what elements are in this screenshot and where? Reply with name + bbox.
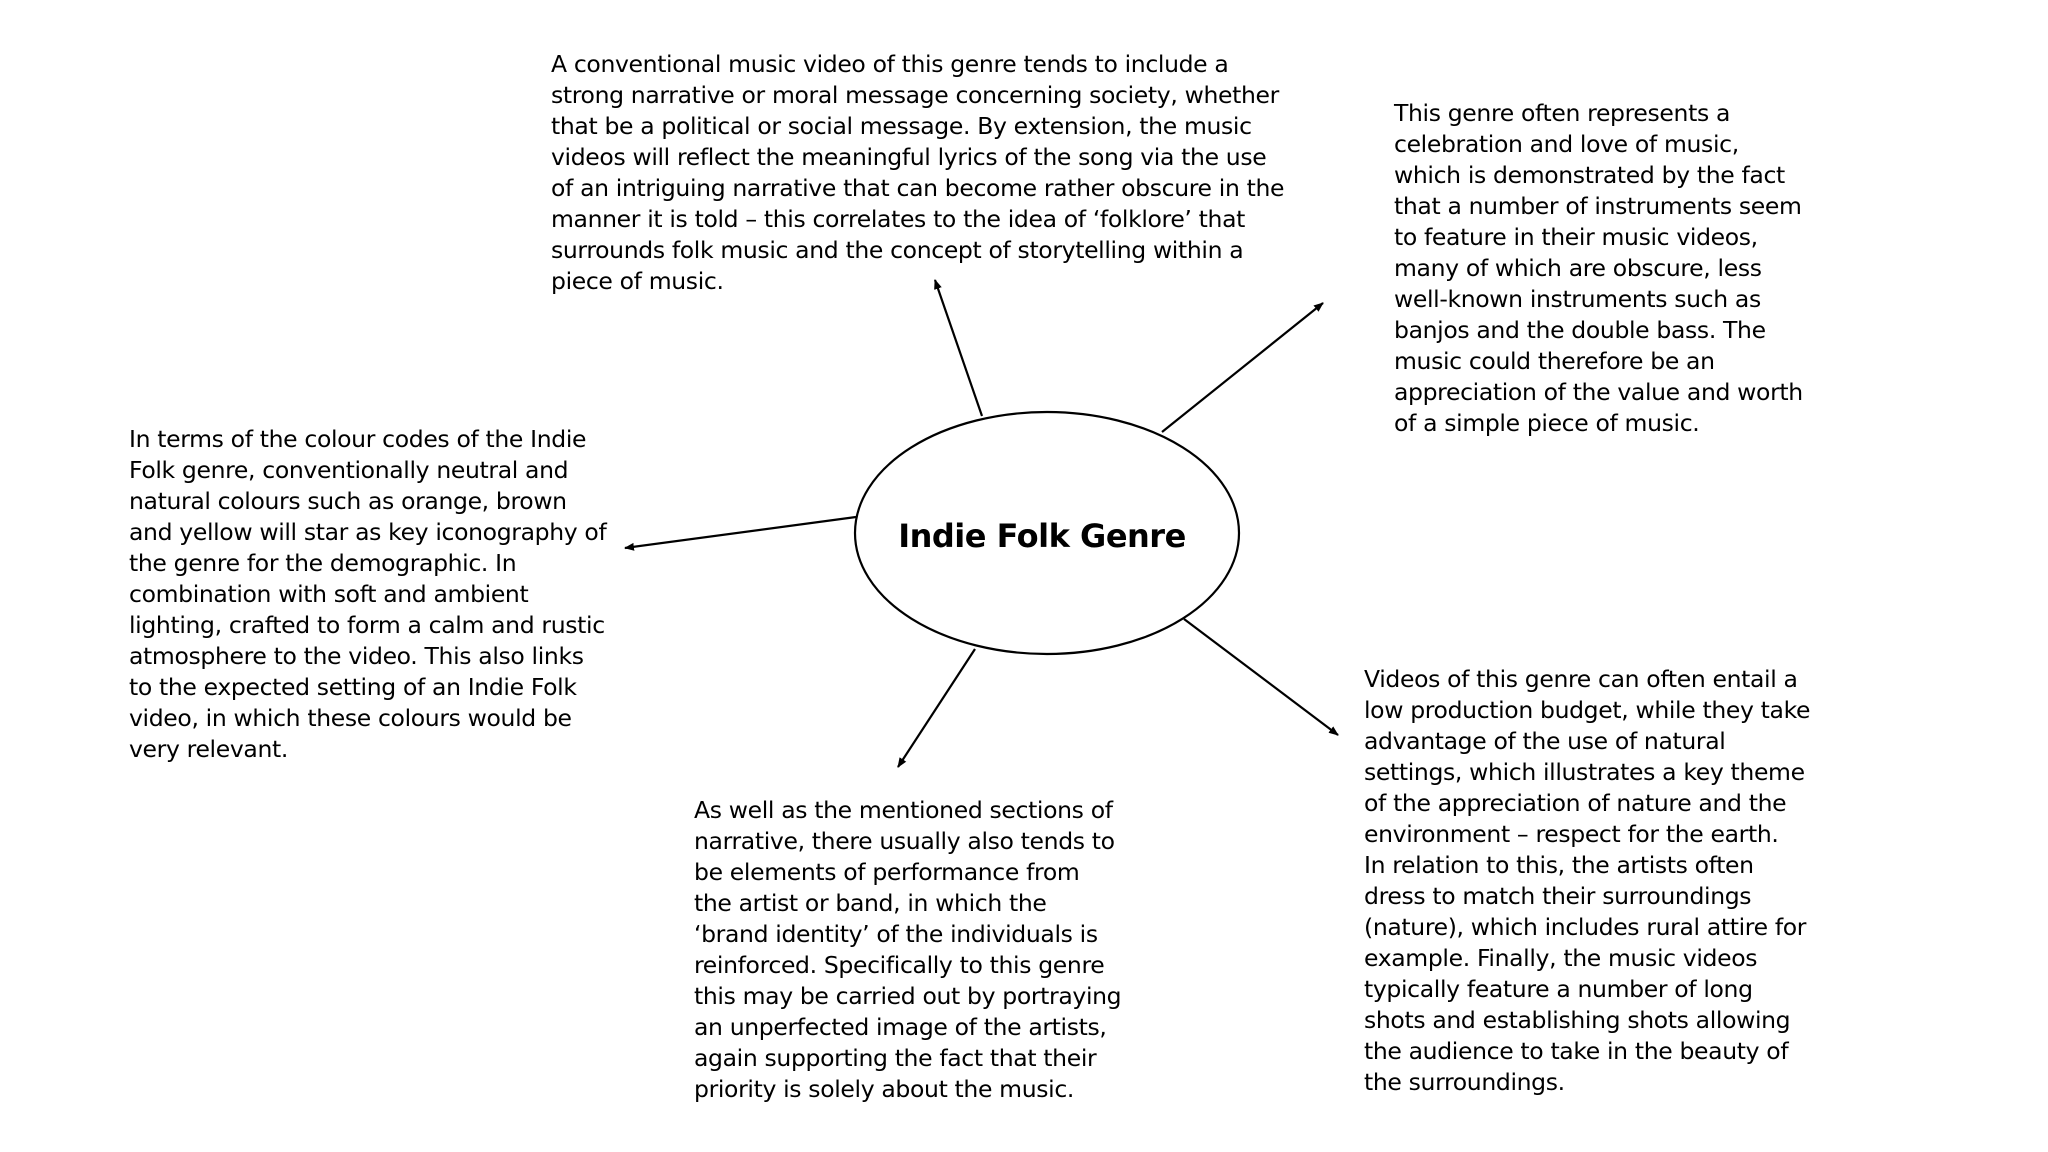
- text-line: advantage of the use of natural: [1364, 727, 1726, 755]
- text-line: video, in which these colours would be: [129, 704, 572, 732]
- text-line: music could therefore be an: [1394, 347, 1715, 375]
- text-line: again supporting the fact that their: [694, 1044, 1097, 1072]
- text-line: priority is solely about the music.: [694, 1075, 1075, 1103]
- text-box-left: [129, 424, 607, 765]
- arrow-to-left-box: [625, 517, 856, 548]
- arrow-to-bottom-box: [898, 649, 975, 767]
- text-line: to feature in their music videos,: [1394, 223, 1758, 251]
- text-line: well-known instruments such as: [1394, 285, 1761, 313]
- text-line: narrative, there usually also tends to: [694, 827, 1115, 855]
- arrow-to-right-box: [1162, 303, 1323, 432]
- text-line: many of which are obscure, less: [1394, 254, 1762, 282]
- text-line: settings, which illustrates a key theme: [1364, 758, 1805, 786]
- text-line: an unperfected image of the artists,: [694, 1013, 1107, 1041]
- text-line: atmosphere to the video. This also links: [129, 642, 584, 670]
- text-line: combination with soft and ambient: [129, 580, 529, 608]
- text-line: ‘brand identity’ of the individuals is: [694, 920, 1098, 948]
- text-line: this may be carried out by portraying: [694, 982, 1122, 1010]
- text-line: to the expected setting of an Indie Folk: [129, 673, 577, 701]
- text-line: strong narrative or moral message concerning society, whether: [551, 81, 1279, 109]
- center-node-label: Indie Folk Genre: [898, 517, 1186, 555]
- text-line: the surroundings.: [1364, 1068, 1565, 1096]
- text-line: surrounds folk music and the concept of storytelling within a: [551, 236, 1244, 264]
- arrow-to-bottom-right-box: [1184, 619, 1338, 735]
- text-line: shots and establishing shots allowing: [1364, 1006, 1791, 1034]
- text-line: example. Finally, the music videos: [1364, 944, 1758, 972]
- text-line: be elements of performance from: [694, 858, 1080, 886]
- text-line: that be a political or social message. By extension, the music: [551, 112, 1252, 140]
- text-line: which is demonstrated by the fact: [1394, 161, 1785, 189]
- text-line: the audience to take in the beauty of: [1364, 1037, 1789, 1065]
- text-box-right: [1394, 98, 1824, 439]
- text-line: manner it is told – this correlates to the idea of ‘folklore’ that: [551, 205, 1245, 233]
- text-line: piece of music.: [551, 267, 724, 295]
- text-line: very relevant.: [129, 735, 288, 763]
- text-line: banjos and the double bass. The: [1394, 316, 1766, 344]
- text-line: dress to match their surroundings: [1364, 882, 1752, 910]
- text-line: of an intriguing narrative that can become rather obscure in the: [551, 174, 1285, 202]
- text-line: of a simple piece of music.: [1394, 409, 1700, 437]
- text-line: natural colours such as orange, brown: [129, 487, 567, 515]
- text-line: of the appreciation of nature and the: [1364, 789, 1787, 817]
- text-line: In terms of the colour codes of the Indie: [129, 425, 587, 453]
- text-box-bottom-right: [1364, 664, 1834, 1098]
- text-line: the genre for the demographic. In: [129, 549, 517, 577]
- text-line: (nature), which includes rural attire for: [1364, 913, 1807, 941]
- text-box-bottom: [694, 795, 1124, 1105]
- text-line: Folk genre, conventionally neutral and: [129, 456, 569, 484]
- text-line: A conventional music video of this genre tends to include a: [551, 50, 1229, 78]
- text-box-top: [551, 49, 1285, 297]
- text-line: This genre often represents a: [1394, 99, 1731, 127]
- text-line: and yellow will star as key iconography of: [129, 518, 607, 546]
- text-line: Videos of this genre can often entail a: [1364, 665, 1798, 693]
- arrow-to-top-box: [935, 280, 982, 416]
- text-line: celebration and love of music,: [1394, 130, 1739, 158]
- text-line: typically feature a number of long: [1364, 975, 1753, 1003]
- text-line: the artist or band, in which the: [694, 889, 1047, 917]
- text-line: As well as the mentioned sections of: [694, 796, 1113, 824]
- text-line: appreciation of the value and worth: [1394, 378, 1803, 406]
- text-line: that a number of instruments seem: [1394, 192, 1802, 220]
- text-line: In relation to this, the artists often: [1364, 851, 1754, 879]
- text-line: low production budget, while they take: [1364, 696, 1811, 724]
- text-line: environment – respect for the earth.: [1364, 820, 1779, 848]
- text-line: lighting, crafted to form a calm and rustic: [129, 611, 605, 639]
- text-line: videos will reflect the meaningful lyrics of the song via the use: [551, 143, 1267, 171]
- text-line: reinforced. Specifically to this genre: [694, 951, 1105, 979]
